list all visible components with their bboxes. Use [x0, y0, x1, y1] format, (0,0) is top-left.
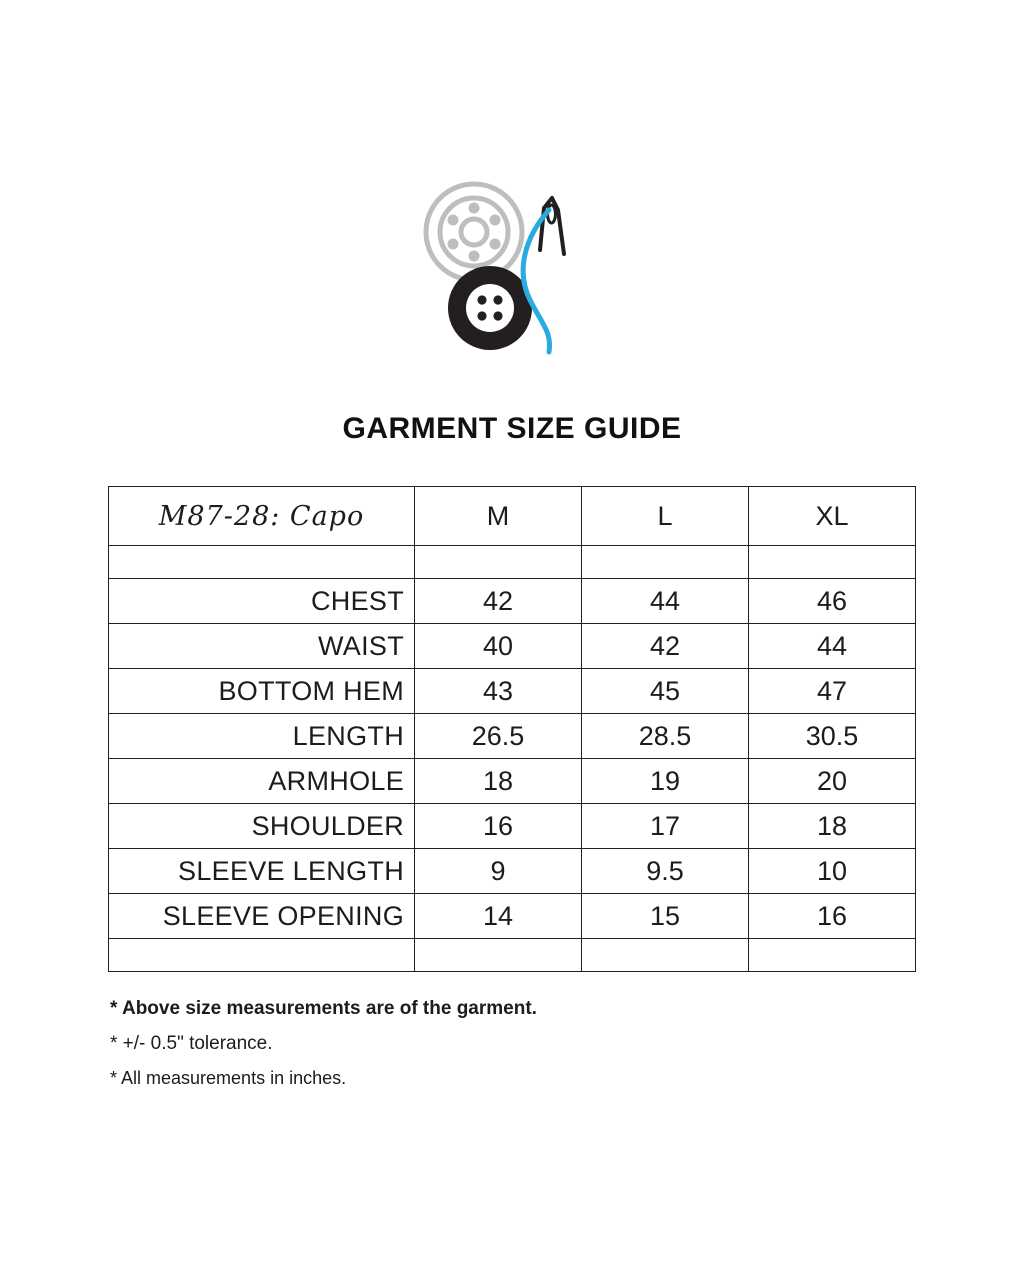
- measure-label: ARMHOLE: [109, 759, 415, 804]
- measure-label: LENGTH: [109, 714, 415, 759]
- measure-value-m: 14: [415, 894, 582, 939]
- table-row: [109, 804, 916, 849]
- measure-value-xl: 16: [749, 894, 916, 939]
- measure-value-l: 9.5: [582, 849, 749, 894]
- table-row: [109, 579, 916, 624]
- measure-value-xl: 10: [749, 849, 916, 894]
- measure-value-xl: 46: [749, 579, 916, 624]
- measure-value-l: 44: [582, 579, 749, 624]
- spacer-cell: [749, 939, 916, 972]
- spacer-cell: [109, 939, 415, 972]
- size-header-xl: XL: [749, 487, 916, 546]
- measure-value-xl: 20: [749, 759, 916, 804]
- measure-value-xl: 30.5: [749, 714, 916, 759]
- size-header-l: L: [582, 487, 749, 546]
- measure-value-m: 9: [415, 849, 582, 894]
- table-row: [109, 714, 916, 759]
- table-spacer-row-top: [109, 546, 916, 579]
- note-units: * All measurements in inches.: [110, 1067, 347, 1088]
- style-code-cell: M87-28: Capo: [109, 487, 415, 546]
- measure-value-l: 42: [582, 624, 749, 669]
- measure-value-m: 40: [415, 624, 582, 669]
- spool-needle-button-logo: [412, 180, 612, 365]
- spacer-cell: [582, 546, 749, 579]
- notes-section: [110, 998, 910, 1101]
- table-row: [109, 624, 916, 669]
- size-header-m: M: [415, 487, 582, 546]
- spacer-cell: [415, 546, 582, 579]
- note-garment-measurements: * Above size measurements are of the garment.: [110, 998, 537, 1019]
- measure-label: WAIST: [109, 624, 415, 669]
- table-row: [109, 849, 916, 894]
- measure-value-xl: 44: [749, 624, 916, 669]
- page-title: GARMENT SIZE GUIDE: [342, 412, 682, 445]
- measure-value-l: 45: [582, 669, 749, 714]
- measure-value-xl: 47: [749, 669, 916, 714]
- spacer-cell: [582, 939, 749, 972]
- measure-label: CHEST: [109, 579, 415, 624]
- measure-value-m: 26.5: [415, 714, 582, 759]
- table-header-row: [109, 487, 916, 546]
- table-row: [109, 759, 916, 804]
- measure-value-xl: 18: [749, 804, 916, 849]
- measure-value-m: 43: [415, 669, 582, 714]
- table-spacer-row-bottom: [109, 939, 916, 972]
- measure-value-m: 42: [415, 579, 582, 624]
- measure-value-l: 19: [582, 759, 749, 804]
- size-table: [108, 486, 916, 972]
- logo-container: [0, 180, 1024, 365]
- measure-label: SLEEVE OPENING: [109, 894, 415, 939]
- measure-value-l: 17: [582, 804, 749, 849]
- measure-label: SLEEVE LENGTH: [109, 849, 415, 894]
- table-row: [109, 669, 916, 714]
- measure-value-l: 15: [582, 894, 749, 939]
- note-tolerance: * +/- 0.5" tolerance.: [110, 1032, 273, 1054]
- size-table-container: [108, 486, 916, 972]
- spacer-cell: [109, 546, 415, 579]
- logo-svg: [412, 180, 612, 365]
- spacer-cell: [749, 546, 916, 579]
- spacer-cell: [415, 939, 582, 972]
- measure-label: SHOULDER: [109, 804, 415, 849]
- measure-value-l: 28.5: [582, 714, 749, 759]
- table-row: [109, 894, 916, 939]
- measure-value-m: 16: [415, 804, 582, 849]
- measure-label: BOTTOM HEM: [109, 669, 415, 714]
- measure-value-m: 18: [415, 759, 582, 804]
